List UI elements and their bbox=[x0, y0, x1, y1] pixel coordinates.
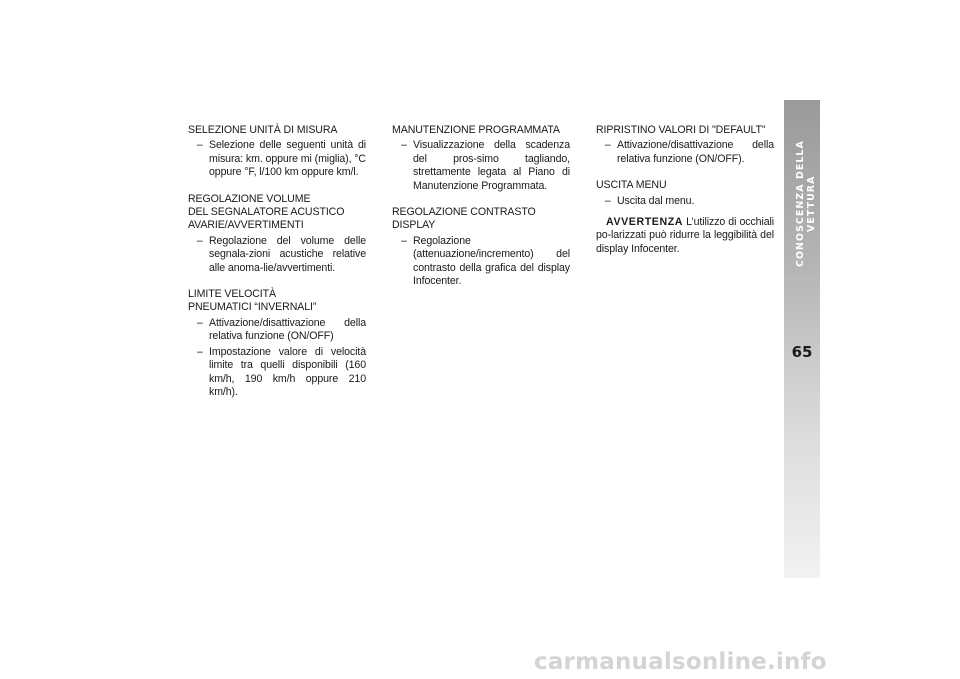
list-item: – Attivazione/disattivazione della relativa funzione (ON/OFF). bbox=[596, 139, 774, 166]
section-heading-volume: REGOLAZIONE VOLUME DEL SEGNALATORE ACUSTICO AVARIE/AVVERTIMENTI bbox=[188, 192, 345, 232]
list-item: – Uscita dal menu. bbox=[596, 195, 774, 208]
text-column-middle bbox=[392, 124, 570, 288]
warning-paragraph bbox=[596, 216, 774, 256]
warning-label: AVVERTENZA bbox=[606, 216, 684, 229]
chapter-title: CONOSCENZA DELLA VETTURA bbox=[795, 140, 817, 268]
section-heading-default-reset: RIPRISTINO VALORI DI "DEFAULT" bbox=[596, 124, 766, 136]
list-item: – Selezione delle seguenti unità di misura: km. oppure mi (miglia), °C oppure °F, l/100 km oppure km/l. bbox=[188, 139, 366, 179]
section-heading-contrast: REGOLAZIONE CONTRASTO DISPLAY bbox=[392, 206, 536, 232]
page-number: 65 bbox=[791, 343, 813, 361]
section-heading-exit-menu: USCITA MENU bbox=[596, 179, 667, 192]
list-item: – Attivazione/disattivazione della relativa funzione (ON/OFF) bbox=[188, 317, 366, 344]
section-heading-maintenance: MANUTENZIONE PROGRAMMATA bbox=[392, 124, 560, 136]
list-item: – Visualizzazione della scadenza del pros-simo tagliando, strettamente legata al Piano di Manutenzione Programmata. bbox=[392, 139, 570, 193]
list-item: – Regolazione (attenuazione/incremento) del contrasto della grafica del display Infocenter. bbox=[392, 235, 570, 289]
list-item: – Regolazione del volume delle segnala-zioni acustiche relative alle anoma-lie/avvertimenti. bbox=[188, 235, 366, 275]
list-item: – Impostazione valore di velocità limite tra quelli disponibili (160 km/h, 190 km/h oppure 210 km/h). bbox=[188, 346, 366, 400]
text-column-right bbox=[596, 124, 774, 256]
text-column-left bbox=[188, 124, 366, 399]
watermark: carmanualsonline.info bbox=[534, 649, 827, 675]
warning-text: L’utilizzo di occhiali po-larizzati può ridurre la leggibilità del display Infocenter. bbox=[596, 216, 774, 255]
section-heading-unit-selection: SELEZIONE UNITÀ DI MISURA bbox=[188, 124, 338, 136]
section-heading-speed-limit: LIMITE VELOCITÀ PNEUMATICI “INVERNALI” bbox=[188, 288, 317, 314]
